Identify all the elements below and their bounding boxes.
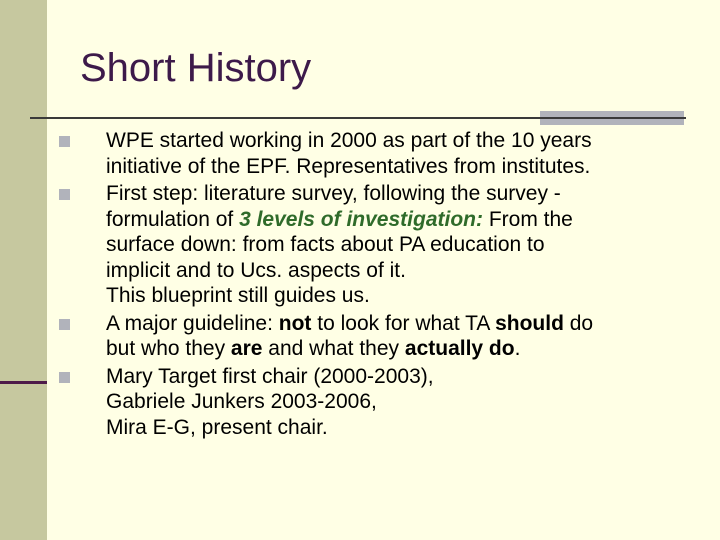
text-segment: A major guideline: [106, 311, 279, 335]
bullet-text-line: First step: literature survey, following the survey - [106, 182, 561, 205]
bold-word: actually do [404, 337, 515, 360]
text-segment: From the [482, 207, 573, 231]
bullet-text-line [106, 207, 697, 233]
text-segment: formulation of [106, 207, 240, 231]
bullet-text-line: implicit and to Ucs. aspects of it. [106, 258, 406, 282]
text-segment: . [514, 337, 521, 360]
bullet-text-line: Mary Target first chair (2000-2003), [106, 364, 434, 388]
bullet-text-line: Mira E-G, present chair. [106, 415, 328, 439]
title-divider-line [30, 117, 686, 119]
text-segment: to look for what TA [311, 311, 496, 335]
sidebar-accent-stripe [0, 381, 47, 384]
bullet-item-wpe-start [57, 128, 697, 179]
highlighted-phrase: 3 levels of investigation: [239, 207, 483, 231]
bullet-item-guideline [57, 311, 697, 362]
bullet-text-line [106, 336, 697, 362]
bold-word: are [230, 337, 263, 360]
bold-word: should [495, 311, 564, 335]
bullet-list [57, 128, 697, 442]
bullet-text-line [106, 311, 697, 337]
bullet-item-first-step [57, 181, 697, 309]
square-bullet-icon [59, 372, 70, 383]
left-sidebar-band [0, 0, 47, 540]
square-bullet-icon [59, 319, 70, 330]
text-segment: do [563, 311, 594, 335]
bullet-item-chairs [57, 364, 697, 441]
square-bullet-icon [59, 189, 70, 200]
bullet-text-line: Gabriele Junkers 2003-2006, [106, 390, 377, 413]
text-segment: but who they [106, 337, 231, 360]
bullet-text-line: surface down: from facts about PA education to [106, 233, 545, 256]
slide-title: Short History [80, 46, 312, 90]
square-bullet-icon [59, 136, 70, 147]
bullet-text-line: This blueprint still guides us. [106, 284, 370, 307]
text-segment: and what they [262, 337, 405, 360]
bullet-text-line: WPE started working in 2000 as part of the 10 years [106, 129, 592, 152]
bold-word: not [278, 311, 312, 335]
bullet-text-line: initiative of the EPF. Representatives from institutes. [106, 154, 591, 178]
